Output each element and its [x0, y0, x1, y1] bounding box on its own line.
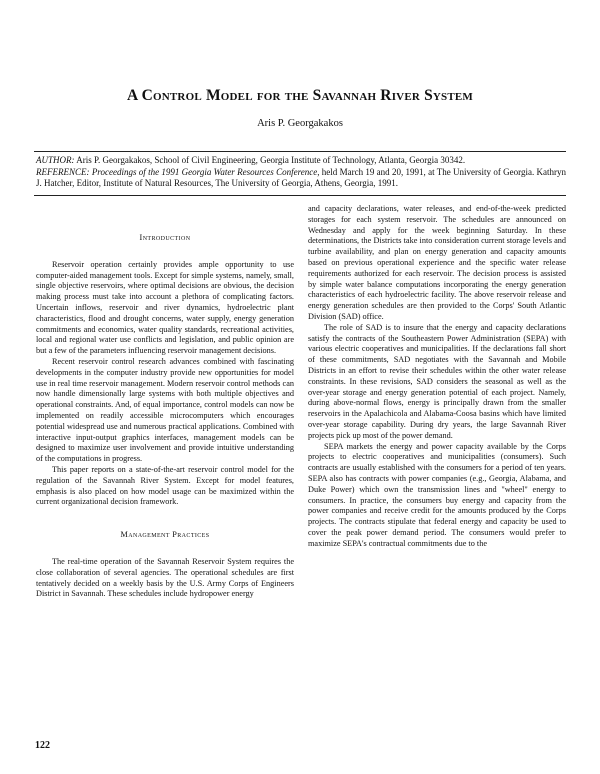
reference-proceedings: Proceedings of the 1991 Georgia Water Resources Conference [91, 166, 318, 177]
paragraph: This paper reports on a state-of-the-art reservoir control model for the regulation of the Savannah River System. Except for model features, emphasis is also placed on how model usage can be maximized within the current organizational decision framework. [36, 464, 294, 507]
author-label: AUTHOR: [36, 155, 75, 165]
author-details: Aris P. Georgakakos, School of Civil Engineering, Georgia Institute of Technology, Atlanta, Georgia 30342. [74, 155, 466, 165]
author-line [36, 155, 566, 167]
affiliation-bottom-rule [34, 195, 566, 196]
left-column [36, 205, 294, 600]
section-heading-management-practices: Management Practices [120, 530, 210, 540]
affiliation-top-rule [34, 151, 566, 152]
paper-author: Aris P. Georgakakos [257, 118, 343, 129]
paragraph: The role of SAD is to insure that the energy and capacity declarations satisfy the contracts of the Southeastern Power Administration (SEPA) with various electric cooperatives and municipalities. If the declarations fall short of these commitments, SAD negotiates with the Savannah and Mobile Districts in an effort to revise their schedules within the other water release constraints. In these revisions, SAD considers the seasonal as well as the over-year storage and energy generation potential of each project. Namely, during above-normal flows, energy is principally drawn from the smaller reservoirs in the Apalachicola and Alabama-Coosa basins which have limited over-year storage capability. During dry years, the large Savannah River projects pick up most of the power demand. [308, 322, 566, 440]
paragraph: and capacity declarations, water releases, and end-of-the-week predicted storages for each system reservoir. The schedules are announced on Wednesday and apply for the week beginning Saturday. In these determinations, the Districts take into consideration current storage levels and turbine availability, and plan on energy generation and capacity amounts based on previous operational experience and the specific water release requirements authorized for each reservoir. The decision process is assisted by simple water balance computations incorporating the energy generation characteristics of each hydroelectric facility. The above reservoir release and energy generation schedules are then provided to the Corps' South Atlantic Division (SAD) office. [308, 204, 566, 321]
paragraph: Recent reservoir control research advances combined with fascinating developments in the computer industry provide new opportunities for model use in real time reservoir management. Modern reservoir control methods can now handle dimensionally large systems with both multiple objectives and operational constraints. And, of equal importance, control models can now be implemented on readily accessible microcomputers which encourages potential widespread use and numerous practical applications. Combined with interactive input-output graphics interfaces, management models can be designed to maximize user involvement and provide intuitive understanding of the computations in progress. [36, 356, 294, 464]
affiliation-block [36, 155, 566, 190]
right-column [308, 204, 566, 550]
reference-label: REFERENCE: [36, 166, 90, 177]
paragraph: Reservoir operation certainly provides ample opportunity to use computer-aided management tools. Except for simple systems, namely, small, single objective reservoirs, where optimal decisions are obvious, the decision making process must take into account a plethora of complicating factors. Uncertain inflows, reservoir and river dynamics, hydroelectric plant characteristics, flood and drought concerns, water supply, energy generation commitments and economics, water quality standards, recreational activities, local and regional water use conflicts and legislation, and public opinion are but a few of the parameters influencing reservoir management decisions. [36, 259, 294, 356]
section-heading-introduction: Introduction [139, 233, 191, 242]
reference-line [36, 167, 566, 190]
page-number: 122 [35, 740, 50, 751]
paper-title: A Control Model for the Savannah River System [126, 87, 474, 104]
reference-details: , held March 19 and 20, 1991, at The University of Georgia. Kathryn J. Hatcher, Editor, Institute of Natural Resources, The University of Georgia, Athens, Georgia, 1991. [36, 166, 566, 188]
paragraph: The real-time operation of the Savannah Reservoir System requires the close collaboration of several agencies. The operational schedules are first tentatively decided on a weekly basis by the U.S. Army Corps of Engineers District in Savannah. These schedules include hydropower energy [36, 556, 294, 599]
paragraph: SEPA markets the energy and power capacity available by the Corps projects to electric cooperatives and municipalities (consumers). Such contracts are usually established with the consumers for a period of ten years. SEPA also has contracts with power companies (e.g., Georgia, Alabama, and Duke Power) which own the transmission lines and "wheel" energy to consumers. In practice, the consumers buy energy and capacity from the power companies and receive credit for the amounts produced by the Corps projects. The contracts stipulate that federal energy and capacity be used to cover the peak power demand period. The consumers would prefer to maximize SEPA's contractual commitments due to the [308, 441, 566, 548]
